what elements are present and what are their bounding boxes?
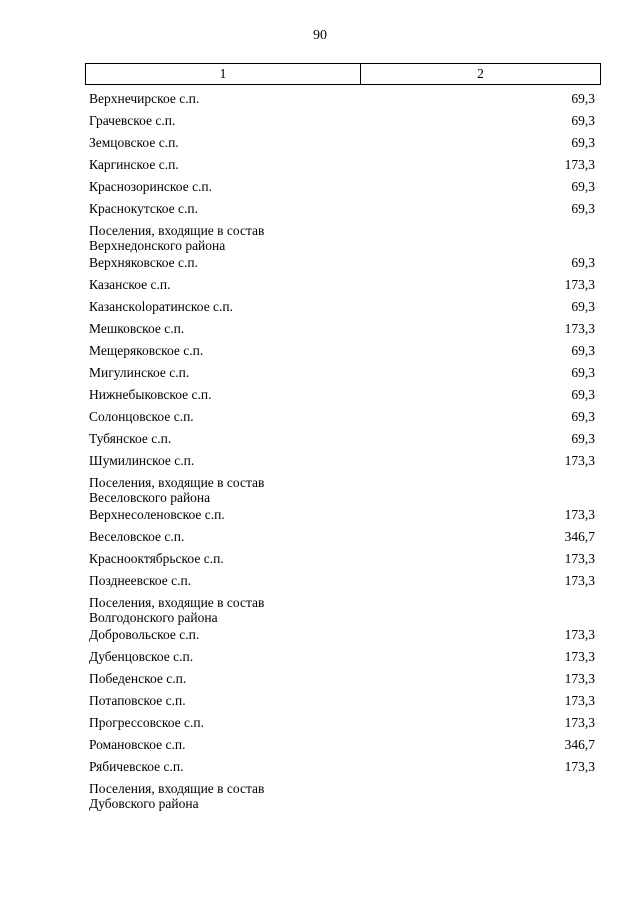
settlement-value: 173,3	[564, 693, 595, 708]
settlement-name: Верхнечирское с.п.	[89, 91, 200, 106]
settlement-value: 69,3	[571, 135, 595, 150]
table-row	[85, 757, 601, 779]
settlement-name: Земцовское с.п.	[89, 135, 179, 150]
table-row	[85, 199, 601, 221]
table-header	[85, 63, 601, 85]
settlement-value: 346,7	[564, 737, 595, 752]
settlement-name: Верхнесоленовское с.п.	[89, 507, 225, 522]
settlement-value: 173,3	[564, 759, 595, 774]
settlement-value: 173,3	[564, 157, 595, 172]
settlement-name: Нижнебыковское с.п.	[89, 387, 212, 402]
settlement-value: 69,3	[571, 409, 595, 424]
settlement-name: Солонцовское с.п.	[89, 409, 194, 424]
settlement-value	[595, 221, 601, 253]
table-row	[85, 647, 601, 669]
settlement-name: Рябичевское с.п.	[89, 759, 184, 774]
table-row	[85, 451, 601, 473]
table-row	[85, 177, 601, 199]
header-col-1: 1	[86, 64, 361, 84]
settlement-name: Грачевское с.п.	[89, 113, 176, 128]
table-row	[85, 669, 601, 691]
settlement-name: Победенское с.п.	[89, 671, 187, 686]
group-heading: Поселения, входящие в состав Волгодонского района	[89, 595, 265, 625]
group-heading-row	[85, 473, 601, 505]
table-row	[85, 253, 601, 275]
settlement-value	[595, 593, 601, 625]
table-row	[85, 505, 601, 527]
settlement-value: 173,3	[564, 551, 595, 566]
settlement-value: 173,3	[564, 649, 595, 664]
settlement-value: 69,3	[571, 91, 595, 106]
table-row	[85, 625, 601, 647]
settlement-value: 173,3	[564, 627, 595, 642]
table-row	[85, 527, 601, 549]
table-row	[85, 155, 601, 177]
settlement-value: 69,3	[571, 179, 595, 194]
group-heading-row	[85, 221, 601, 253]
settlement-value: 173,3	[564, 321, 595, 336]
table-row	[85, 133, 601, 155]
settlement-value: 173,3	[564, 507, 595, 522]
settlement-value	[595, 779, 601, 811]
table-body	[85, 89, 601, 811]
settlement-name: Шумилинское с.п.	[89, 453, 195, 468]
settlement-value: 173,3	[564, 715, 595, 730]
settlement-name: Мигулинское с.п.	[89, 365, 190, 380]
settlement-name: Краснокутское с.п.	[89, 201, 199, 216]
settlement-value: 69,3	[571, 299, 595, 314]
table-row	[85, 297, 601, 319]
table-row	[85, 735, 601, 757]
settlements-table	[85, 63, 601, 811]
table-row	[85, 549, 601, 571]
settlement-value: 173,3	[564, 277, 595, 292]
settlement-name: Мешковское с.п.	[89, 321, 185, 336]
settlement-value: 173,3	[564, 453, 595, 468]
table-row	[85, 89, 601, 111]
table-row	[85, 407, 601, 429]
settlement-value: 173,3	[564, 671, 595, 686]
group-heading-row	[85, 779, 601, 811]
settlement-value: 69,3	[571, 343, 595, 358]
settlement-name: Мещеряковское с.п.	[89, 343, 204, 358]
settlement-value: 69,3	[571, 387, 595, 402]
table-row	[85, 275, 601, 297]
page-number: 90	[313, 28, 327, 43]
group-heading: Поселения, входящие в состав Веселовского района	[89, 475, 265, 505]
settlement-name: Казанскolopатинское с.п.	[89, 299, 234, 314]
settlement-value: 69,3	[571, 201, 595, 216]
settlement-name: Верхняковское с.п.	[89, 255, 198, 270]
settlement-value: 69,3	[571, 365, 595, 380]
table-row	[85, 341, 601, 363]
table-row	[85, 363, 601, 385]
settlement-name: Прогрессовское с.п.	[89, 715, 205, 730]
table-row	[85, 319, 601, 341]
settlement-value	[595, 473, 601, 505]
settlement-name: Каргинское с.п.	[89, 157, 179, 172]
table-row	[85, 385, 601, 407]
settlement-value: 173,3	[564, 573, 595, 588]
settlement-name: Позднеевское с.п.	[89, 573, 192, 588]
settlement-value: 346,7	[564, 529, 595, 544]
settlement-value: 69,3	[571, 113, 595, 128]
settlement-name: Добровольское с.п.	[89, 627, 200, 642]
settlement-value: 69,3	[571, 255, 595, 270]
table-row	[85, 111, 601, 133]
group-heading: Поселения, входящие в состав Верхнедонского района	[89, 223, 265, 253]
group-heading: Поселения, входящие в состав Дубовского района	[89, 781, 265, 811]
settlement-name: Казанское с.п.	[89, 277, 171, 292]
settlement-name: Тубянское с.п.	[89, 431, 172, 446]
table-row	[85, 571, 601, 593]
table-row	[85, 429, 601, 451]
group-heading-row	[85, 593, 601, 625]
settlement-value: 69,3	[571, 431, 595, 446]
settlement-name: Потаповское с.п.	[89, 693, 186, 708]
settlement-name: Веселовское с.п.	[89, 529, 185, 544]
settlement-name: Дубенцовское с.п.	[89, 649, 194, 664]
settlement-name: Краснозоринское с.п.	[89, 179, 213, 194]
table-row	[85, 713, 601, 735]
settlement-name: Краснооктябрьское с.п.	[89, 551, 224, 566]
header-col-2: 2	[477, 66, 484, 81]
table-row	[85, 691, 601, 713]
settlement-name: Романовское с.п.	[89, 737, 186, 752]
